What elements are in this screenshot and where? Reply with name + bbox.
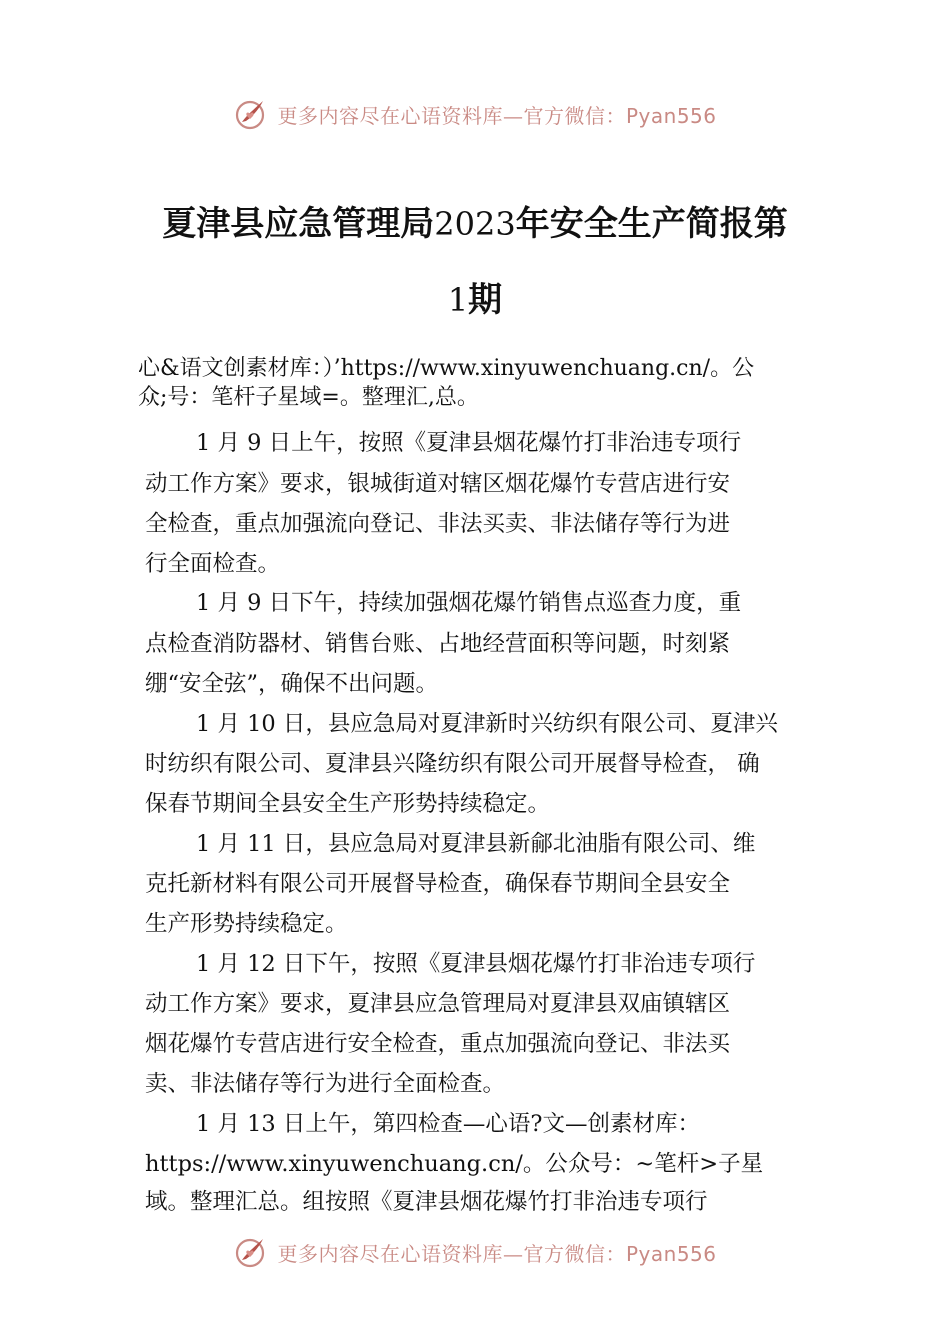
body-line: 1 月 9 日下午，持续加强烟花爆竹销售点巡查力度，重 [196,590,742,616]
body-line: 行全面检查。 [145,551,281,577]
body-line: 全检查，重点加强流向登记、非法买卖、非法储存等行为进 [145,511,731,537]
document-title-line-1 [0,196,950,245]
body-line: 1 月 10 日，县应急局对夏津新时兴纺织有限公司、夏津兴 [196,711,778,737]
body-line: 1 月 12 日下午，按照《夏津县烟花爆竹打非治违专项行 [196,951,756,977]
body-line: 点检查消防器材、销售台账、占地经营面积等问题，时刻紧 [145,631,731,657]
body-line: 生产形势持续稳定。 [145,911,348,937]
body-line: 动工作方案》要求，银城街道对辖区烟花爆竹专营店进行安 [145,471,731,497]
body-line: 1 月 13 日上午，第四检查—心语?文—创素材库： [196,1111,700,1137]
watermark-id: Pyan556 [625,1241,717,1266]
title-part-a: 夏津县应急管理局 [162,204,435,244]
body-line: 烟花爆竹专营店进行安全检查，重点加强流向登记、非法买 [145,1031,731,1057]
header-watermark [0,94,950,134]
watermark-text: 更多内容尽在心语资料库—官方微信：Pyan556 [277,103,717,128]
body-line: 克托新材料有限公司开展督导检查，确保春节期间全县安全 [145,871,731,897]
watermark-id: Pyan556 [625,103,717,128]
body-line: 1 月 11 日，县应急局对夏津县新鄃北油脂有限公司、维 [196,831,756,857]
quill-heart-logo-icon [233,1234,269,1270]
body-line: 保春节期间全县安全生产形势持续稳定。 [145,791,551,817]
body-line: 绷“安全弦”，确保不出问题。 [145,671,439,697]
document-title-line-2 [0,272,950,321]
title-year: 2023 [434,205,516,243]
watermark-text: 更多内容尽在心语资料库—官方微信：Pyan556 [277,1241,717,1266]
title-issue-number: 1 [447,281,469,319]
intro-line-2: 众;号：笔杆子星域=。整理汇,总。 [138,385,479,410]
body-line: 动工作方案》要求，夏津县应急管理局对夏津县双庙镇辖区 [145,991,731,1017]
body-line: 卖、非法储存等行为进行全面检查。 [145,1071,506,1097]
intro-line-1: 心&语文创素材库：）’https://www.xinyuwenchuang.cn/。公 [138,356,755,381]
body-line: 时纺织有限公司、夏津县兴隆纺织有限公司开展督导检查， 确 [145,751,760,777]
quill-heart-logo-icon [233,96,269,132]
body-line: 1 月 9 日上午，按照《夏津县烟花爆竹打非治违专项行 [196,430,742,456]
title-part-b: 年安全生产简报第 [515,204,788,244]
footer-watermark [0,1232,950,1272]
body-line: 域。整理汇总。组按照《夏津县烟花爆竹打非治违专项行 [145,1189,708,1215]
title-issue-suffix: 期 [468,280,503,320]
body-line: https://www.xinyuwenchuang.cn/。公众号：~笔杆>子星 [145,1151,764,1177]
